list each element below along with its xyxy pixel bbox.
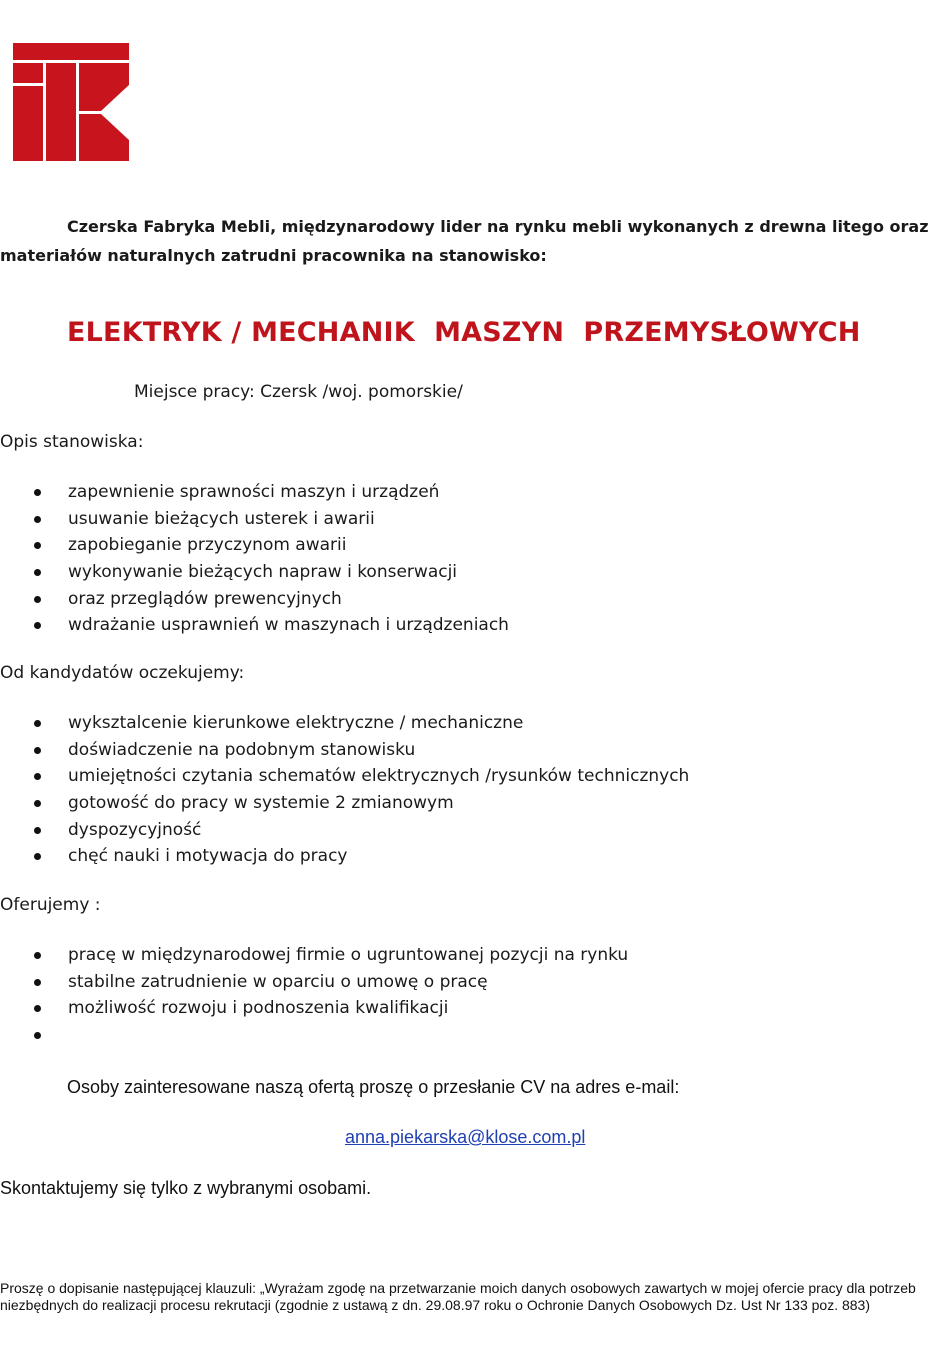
bullet-icon <box>34 1005 41 1012</box>
list-item <box>0 1022 628 1049</box>
contact-note: Skontaktujemy się tylko z wybranymi osobami. <box>0 1178 372 1198</box>
list-item <box>0 737 689 764</box>
bullet-icon <box>34 979 41 986</box>
description-list <box>0 479 509 639</box>
bullet-icon <box>34 622 41 629</box>
list-item <box>0 942 628 969</box>
list-item-text: możliwość rozwoju i podnoszenia kwalifikacji <box>68 998 449 1019</box>
list-item-text: dyspozycyjność <box>68 819 202 840</box>
offer-list <box>0 942 628 1049</box>
list-item <box>0 586 509 613</box>
list-item <box>0 506 509 533</box>
bullet-icon <box>34 853 41 860</box>
requirements-heading: Od kandydatów oczekujemy: <box>0 663 245 683</box>
bullet-icon <box>34 569 41 576</box>
job-location: Miejsce pracy: Czersk /woj. pomorskie/ <box>134 382 463 402</box>
list-item-text: doświadczenie na podobnym stanowisku <box>68 739 416 760</box>
list-item-text: pracę w międzynarodowej firmie o ugruntowanej pozycji na rynku <box>68 945 629 965</box>
list-item <box>0 969 628 996</box>
list-item <box>0 817 689 844</box>
description-heading: Opis stanowiska: <box>0 432 144 452</box>
klose-logo-icon <box>13 43 129 161</box>
list-item-text: zapobieganie przyczynom awarii <box>68 535 347 556</box>
list-item-text: umiejętności czytania schematów elektrycznych /rysunków technicznych <box>68 766 690 787</box>
list-item-text: wdrażanie usprawnień w maszynach i urządzeniach <box>68 615 509 636</box>
list-item-text: zapewnienie sprawności maszyn i urządzeń <box>68 482 440 502</box>
list-item-text: usuwanie bieżących usterek i awarii <box>68 508 375 529</box>
list-item-text: gotowość do pracy w systemie 2 zmianowym <box>68 793 454 814</box>
bullet-icon <box>34 542 41 549</box>
list-item-text: wykonywanie bieżących napraw i konserwacji <box>68 562 458 583</box>
list-item-text: stabilne zatrudnienie w oparciu o umowę o pracę <box>68 971 488 992</box>
list-item <box>0 559 509 586</box>
list-item <box>0 763 689 790</box>
bullet-icon <box>34 1032 41 1039</box>
bullet-icon <box>34 720 41 727</box>
job-title: ELEKTRYK / MECHANIK MASZYN PRZEMYSŁOWYCH <box>67 317 861 348</box>
bullet-icon <box>34 773 41 780</box>
bullet-icon <box>34 800 41 807</box>
list-item <box>0 612 509 639</box>
list-item <box>0 479 509 506</box>
bullet-icon <box>34 489 41 496</box>
bullet-icon <box>34 596 41 603</box>
list-item <box>0 790 689 817</box>
list-item <box>0 710 689 737</box>
email-link[interactable]: anna.piekarska@klose.com.pl <box>345 1127 586 1147</box>
list-item <box>0 995 628 1022</box>
list-item-text: chęć nauki i motywacja do pracy <box>68 846 348 867</box>
gdpr-clause: Proszę o dopisanie następującej klauzuli: „Wyrażam zgodę na przetwarzanie moich danych osobowych zawartych w mojej ofercie pracy dla potrzeb niezbędnych do realizacji procesu rekrutacji (zgodnie z ustawą z dn. 29.08.97 roku o Ochronie Danych Osobowych Dz. Ust Nr 133 poz. 883) <box>0 1280 916 1313</box>
intro-text <box>0 212 931 270</box>
bullet-icon <box>34 827 41 834</box>
list-item <box>0 532 509 559</box>
offer-heading: Oferujemy : <box>0 895 101 915</box>
bullet-icon <box>34 516 41 523</box>
list-item <box>0 843 689 870</box>
list-item-text: oraz przeglądów prewencyjnych <box>68 588 342 609</box>
intro-text-content: Czerska Fabryka Mebli, międzynarodowy lider na rynku mebli wykonanych z drewna litego oraz materiałów naturalnych zatrudni pracownika na stanowisko: <box>0 217 929 265</box>
bullet-icon <box>34 747 41 754</box>
list-item-text: wyksztalcenie kierunkowe elektryczne / mechaniczne <box>68 713 524 733</box>
requirements-list <box>0 710 689 870</box>
bullet-icon <box>34 952 41 959</box>
cta-text: Osoby zainteresowane naszą ofertą proszę o przesłanie CV na adres e-mail: <box>67 1077 680 1097</box>
